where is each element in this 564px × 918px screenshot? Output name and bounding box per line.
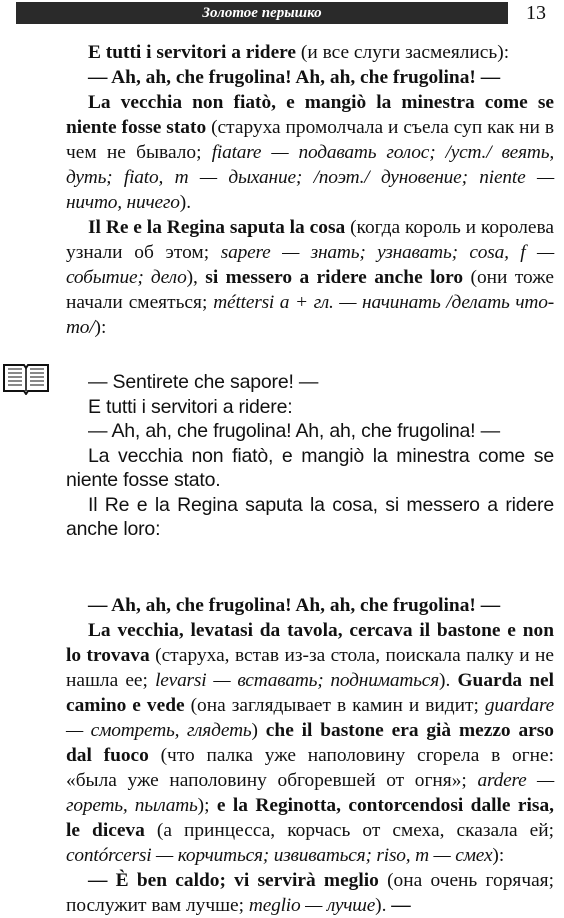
text-paragraph [66,868,554,918]
translation-text: ). [375,895,392,916]
translation-text: ), [186,267,206,288]
running-header [8,2,556,24]
translation-text: (старуха промолчала и съела суп как ни в чем не бывало; [66,117,554,163]
page-number: 13 [526,2,546,24]
text-paragraph [66,215,554,340]
translation-text: ). [439,670,458,691]
annotated-section-1 [66,40,554,340]
original-text-section [66,370,554,542]
italian-phrase: — È ben caldo; vi servirà meglio [88,870,379,891]
vocabulary-note: guardare — смотреть, глядеть [66,695,554,741]
text-paragraph [66,618,554,868]
book-title: Золотое перышко [16,2,508,24]
vocabulary-note: méttersi a + гл. — начинать /делать что-то/ [66,292,554,338]
text-line: E tutti i servitori a ridere: [88,395,293,418]
italian-phrase: si messero a ridere anche loro [205,267,464,288]
translation-text: ): [94,317,107,338]
italian-phrase: Il Re e la Regina saputa la cosa [88,217,346,238]
translation-text: ). [179,192,192,213]
italian-phrase: La vecchia, levatasi da tavola, cercava il bastone e non lo trovava [66,620,554,666]
italian-phrase: La vecchia non fiatò, e mangiò la minestra come se niente fosse stato [66,92,554,138]
text-paragraph [66,90,554,215]
vocabulary-note: ardere — гореть, пылать [66,770,554,816]
translation-text: ) [251,720,266,741]
translation-text: (старуха, встав из-за стола, поискала палку и не нашла ее; [66,645,555,691]
vocabulary-note: fiatare — подавать голос; /уст./ веять, дуть; fiato, m — дыхание; /поэт./ дуновение; niente — ничто, ничего [66,142,554,213]
vocabulary-note: meglio — лучше [248,895,376,916]
italian-phrase: — [391,895,411,916]
text-line: — Ah, ah, che frugolina! Ah, ah, che frugolina! — [88,595,501,616]
text-paragraph: Il Re e la Regina saputa la cosa, si messero a ridere anche loro: [66,493,554,540]
vocabulary-note: levarsi — вставать; подниматься [155,670,440,691]
text-line: — Ah, ah, che frugolina! Ah, ah, che frugolina! — [88,67,501,88]
translation-text: (она заглядывает в камин и видит; [184,695,485,716]
text-paragraph: La vecchia non fiatò, e mangiò la minestra come se niente fosse stato. [66,444,554,491]
text-line: — Ah, ah, che frugolina! Ah, ah, che frugolina! — [88,420,500,442]
annotated-section-2 [66,593,554,918]
translation-text: (когда король и королева узнали об этом; [66,217,554,263]
translation-text: ); [197,795,217,816]
italian-phrase: Guarda nel camino e vede [66,670,555,716]
vocabulary-note: sapere — знать; узнавать; cosa, f — событие; дело [66,242,554,288]
vocabulary-note: contórcersi — корчиться; извиваться; riso, m — смех [66,845,493,866]
open-book-icon [2,361,50,395]
text-line: — Sentirete che sapore! — [88,371,319,393]
translation-text: (она очень горячая; послужит вам лучше; [66,870,554,916]
translation-text: (что палка уже наполовину сгорела в огне: «была уже наполовину обгоревшей от огня»; [66,745,554,791]
italian-phrase: e la Reginotta, contorcendosi dalle risa, le diceva [66,795,555,841]
translation-text: (а принцесса, корчась от смеха, сказала ей; [144,820,554,841]
italian-phrase: che il bastone era già mezzo arso dal fuoco [66,720,554,766]
text-line: E tutti i servitori a ridere (и все слуги засмеялись): [88,42,510,63]
translation-text: (они тоже начали смеяться; [66,267,555,313]
translation-text: ): [492,845,505,866]
